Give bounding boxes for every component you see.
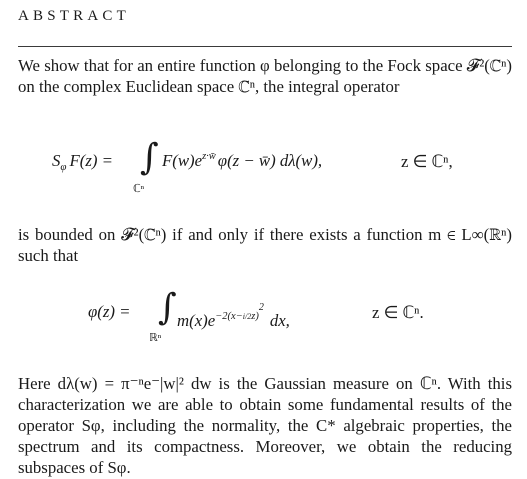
eq2-condition: z ∈ ℂⁿ. [372, 303, 424, 322]
eq2-integrand: $m(x)e^{-2(x-i/2z)2}dx$, [177, 302, 290, 330]
eq1-condition: z ∈ ℂⁿ, [401, 152, 453, 171]
eq1-integral-sign: ∫ [140, 137, 159, 178]
eq2-integral-sign: ∫ [158, 287, 177, 328]
abstract-paragraph-2: is bounded on 𝓕²(ℂⁿ) if and only if there exists a function m ∈ L∞(ℝⁿ) such that [18, 225, 512, 265]
heading-divider [18, 46, 512, 47]
abstract-paragraph-3: Here dλ(w) = π⁻ⁿe⁻|w|² dw is the Gaussian measure on ℂⁿ. With this characterization we are able to obtain some fundamental results of the operator Sφ, including the normality, the C* algebraic properties, the spectrum and its compactness. Moreover, we obtain the reducing subspaces of Sφ. [18, 374, 512, 477]
eq1-lhs: $S_\varphi$ F(z) = [52, 151, 113, 173]
eq2-lhs: φ(z) = [88, 302, 131, 321]
eq1-integrand: $F(w)e^{z\cdot w̄}$ φ(z − w̄) dλ(w), [162, 151, 323, 170]
abstract-paragraph-1: We show that for an entire function φ belonging to the Fock space 𝓕²(ℂⁿ) on the complex Euclidean space ℂⁿ, the integral operator [18, 56, 512, 96]
abstract-heading: ABSTRACT [18, 8, 130, 24]
eq1-domain: ℂⁿ [133, 183, 145, 195]
eq2-domain: ℝⁿ [149, 332, 162, 344]
